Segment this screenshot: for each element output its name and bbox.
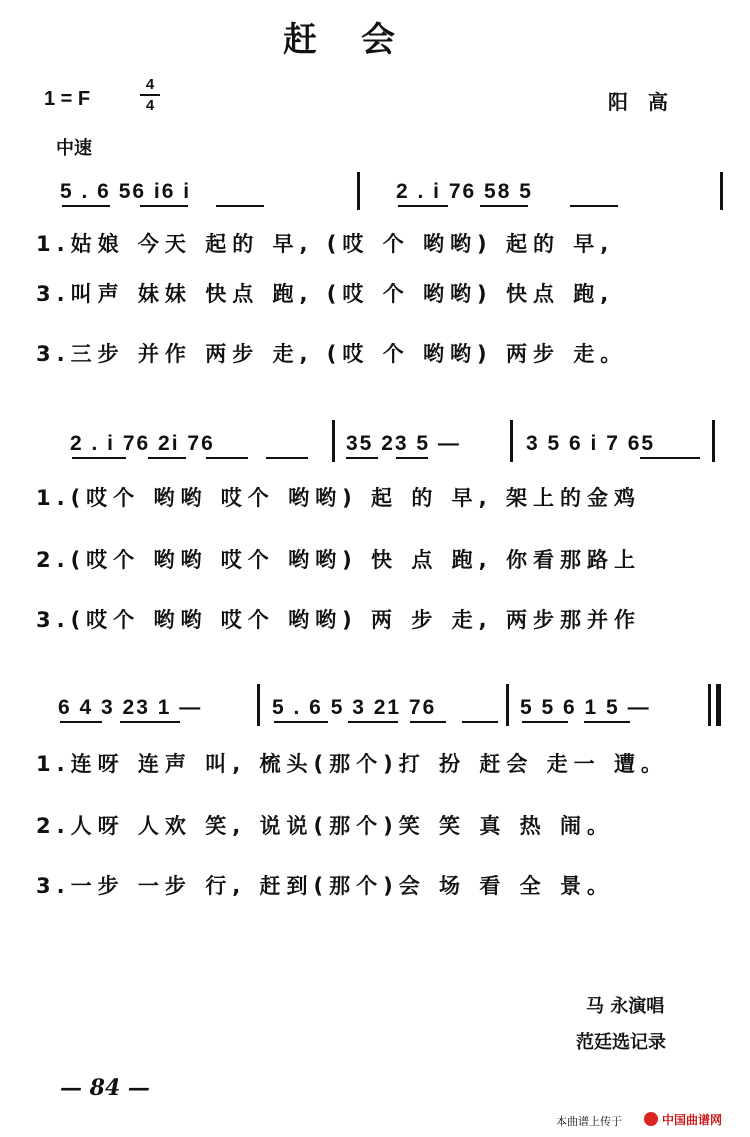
barline (708, 684, 711, 726)
measure: 5 . 6 5 3 21 76 (272, 696, 437, 719)
song-title: 赶会 (283, 20, 439, 60)
meter-top: 4 (145, 76, 155, 93)
beat-underline (266, 457, 308, 459)
beat-underline (148, 457, 186, 459)
beat-underline (348, 721, 398, 723)
lyric-line: 1.姑娘 今天 起的 早, (哎 个 哟哟) 起的 早, (36, 232, 615, 256)
key-signature: 1 = F (44, 88, 91, 110)
measure: 3 5 6 i 7 65 (526, 432, 656, 455)
beat-underline (140, 205, 188, 207)
meter-divider (140, 94, 160, 96)
composer-attribution: 阳高 (608, 90, 688, 114)
beat-underline (584, 721, 630, 723)
barline (257, 684, 260, 726)
beat-underline (62, 205, 110, 207)
measure: 5 5 6 1 5 — (520, 696, 651, 719)
site-logo-icon (644, 1112, 658, 1126)
tempo-marking: 中速 (56, 138, 92, 159)
page-number: — 84 — (60, 1075, 150, 1101)
barline (720, 172, 723, 210)
site-name: 中国曲谱网 (662, 1113, 723, 1127)
beat-underline (570, 205, 618, 207)
measure: 2 . i 76 58 5 (396, 180, 533, 203)
upload-note: 本曲谱上传于 (556, 1115, 622, 1128)
notation-row (0, 432, 750, 472)
lyric-line: 3.三步 并作 两步 走, (哎 个 哟哟) 两步 走。 (36, 342, 628, 366)
beat-underline (398, 205, 448, 207)
lyric-line: 3.叫声 妹妹 快点 跑, (哎 个 哟哟) 快点 跑, (36, 282, 615, 306)
barline (506, 684, 509, 726)
beat-underline (522, 721, 568, 723)
meter-bottom: 4 (145, 97, 155, 114)
beat-underline (462, 721, 498, 723)
barline (357, 172, 360, 210)
recorder-credit: 范廷选记录 (576, 1032, 666, 1053)
barline (510, 420, 513, 462)
notation-row (0, 180, 750, 220)
final-barline (716, 684, 721, 726)
measure: 2 . i 76 2i 76 (70, 432, 215, 455)
barline (332, 420, 335, 462)
beat-underline (480, 205, 528, 207)
notation-row (0, 696, 750, 736)
measure: 35 23 5 — (346, 432, 461, 455)
lyric-line: 2.人呀 人欢 笑, 说说(那个)笑 笑 真 热 闹。 (36, 814, 614, 838)
barline (712, 420, 715, 462)
beat-underline (640, 457, 700, 459)
site-logo (644, 1110, 744, 1130)
measure: 6 4 3 23 1 — (58, 696, 203, 719)
beat-underline (72, 457, 126, 459)
lyric-line: 1.(哎个 哟哟 哎个 哟哟) 起 的 早, 架上的金鸡 (36, 486, 641, 510)
beat-underline (216, 205, 264, 207)
lyric-line: 1.连呀 连声 叫, 梳头(那个)打 扮 赶会 走一 遭。 (36, 752, 668, 776)
beat-underline (274, 721, 328, 723)
lyric-line: 3.一步 一步 行, 赶到(那个)会 场 看 全 景。 (36, 874, 614, 898)
lyric-line: 3.(哎个 哟哟 哎个 哟哟) 两 步 走, 两步那并作 (36, 608, 641, 632)
beat-underline (60, 721, 102, 723)
time-signature (140, 76, 160, 114)
singer-credit: 马 永演唱 (586, 996, 665, 1017)
lyric-line: 2.(哎个 哟哟 哎个 哟哟) 快 点 跑, 你看那路上 (36, 548, 641, 572)
beat-underline (120, 721, 180, 723)
beat-underline (396, 457, 428, 459)
measure: 5 . 6 56 i6 i (60, 180, 192, 203)
beat-underline (206, 457, 248, 459)
beat-underline (346, 457, 378, 459)
beat-underline (410, 721, 446, 723)
